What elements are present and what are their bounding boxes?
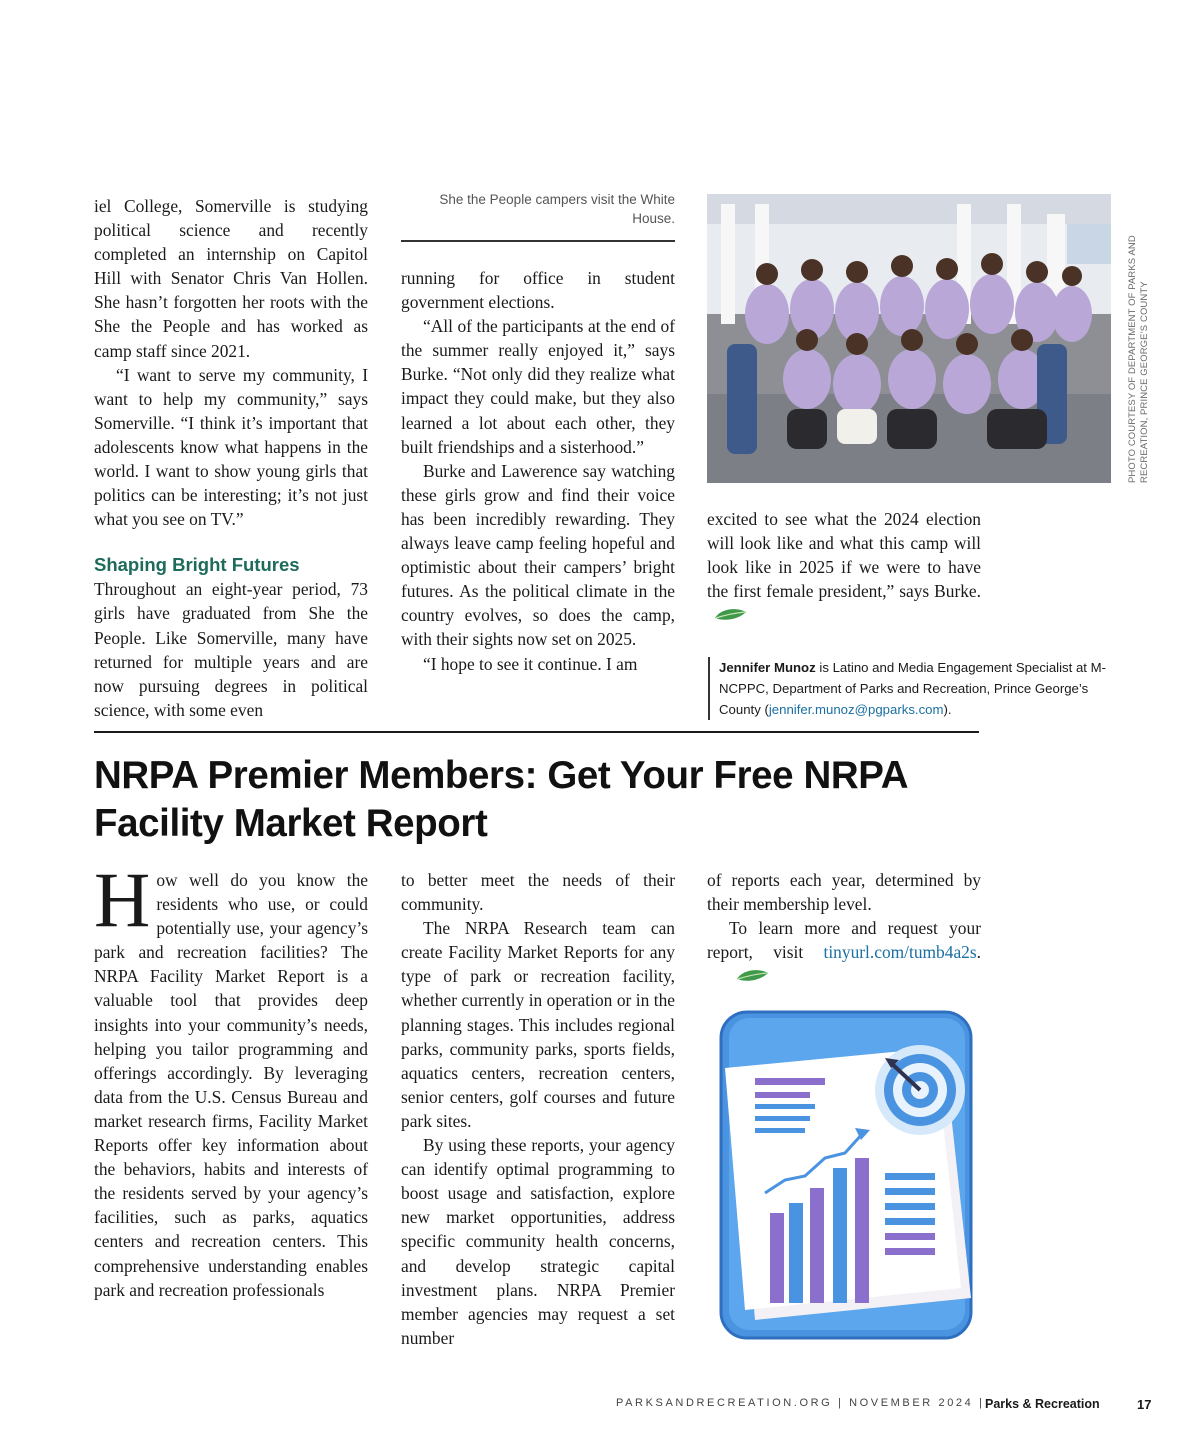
caption-divider xyxy=(401,240,675,242)
paragraph: “All of the participants at the end of the summer really enjoyed it,” says Burke. “Not only did they realize what impact they could make, but they also learned a lot about each other, they built friendships and a sisterhood.” xyxy=(401,316,675,457)
paragraph: iel College, Somerville is studying political science and recently completed an internship on Capitol Hill with Senator Chris Van Hollen. She hasn’t forgotten her roots with the She the People and has worked as camp staff since 2021. xyxy=(94,196,368,361)
paragraph-text: ow well do you know the residents who use, or could potentially use, your agency’s park and recreation facilities? The NRPA Facility Market Report is a valuable tool that provides deep insights into your community’s needs, helping you tailor programming and offerings accordingly. By leveraging data from the U.S. Census Bureau and market research firms, Facility Market Reports offer key information about the behaviors, habits and interests of the residents served by your agency’s facilities, such as parks, aquatics centers and recreation centers. This comprehensive understanding enables park and recreation professionals xyxy=(94,870,368,1300)
photo-caption: She the People campers visit the White House. xyxy=(439,192,675,226)
article2-headline: NRPA Premier Members: Get Your Free NRPA Facility Market Report xyxy=(94,754,907,845)
article2-column-3 xyxy=(707,868,981,990)
paragraph: of reports each year, determined by their membership level. xyxy=(707,870,981,915)
author-bio-text: is Latino and Media Engagement Specialist at M-NCPPC, Department of Parks and Recreation, Prince George’s County ( xyxy=(719,660,1107,717)
closing-paragraph-text: excited to see what the 2024 election will look like and what this camp will look like in 2025 if we were to have the first female president,” says Burke. xyxy=(707,509,981,602)
paragraph: By using these reports, your agency can identify optimal programming to boost usage and satisfaction, explore new market opportunities, address specific community health concerns, and develop strategic capital investment plans. NRPA Premier member agencies may request a set number xyxy=(401,1135,675,1348)
paragraph: Burke and Lawerence say watching these girls grow and find their voice has been incredibly rewarding. They always leave camp feeling hopeful and optimistic about their campers’ bright futures. As the political climate in the country evolves, so does the camp, with their sights now set on 2025. xyxy=(401,460,675,650)
photo-credit: PHOTO COURTESY OF DEPARTMENT OF PARKS AND RECREATION, PRINCE GEORGE’S COUNTY xyxy=(1127,235,1150,483)
paragraph xyxy=(94,856,368,1302)
paragraph: running for office in student government elections. xyxy=(401,268,675,313)
paragraph-text: . xyxy=(976,942,981,963)
paragraph: “I want to serve my community, I want to help my community,” says Somerville. “I think it’s important that adolescents know what happens in the world. I want to show young girls that politics can be interesting; it’s not just what you see on TV.” xyxy=(94,364,368,530)
paragraph xyxy=(707,507,981,629)
section-subhead: Shaping Bright Futures xyxy=(94,554,300,576)
paragraph: The NRPA Research team can create Facility Market Reports for any type of park or recreation facility, whether currently in operation or in the planning stages. This includes regional parks, community parks, sports fields, aquatics centers, recreation centers, senior centers, golf courses and future park sites. xyxy=(401,918,675,1131)
author-name: Jennifer Munoz xyxy=(719,660,816,675)
leaf-icon xyxy=(713,605,747,629)
section-divider xyxy=(94,731,979,733)
market-report-illustration xyxy=(715,1008,977,1343)
author-email-link[interactable]: jennifer.munoz@pgparks.com xyxy=(768,702,944,717)
leaf-icon xyxy=(713,966,769,990)
article1-column-1 xyxy=(94,194,368,722)
article2-column-2 xyxy=(401,868,675,1350)
campers-group-photo xyxy=(707,194,1111,483)
paragraph: Throughout an eight-year period, 73 girls have graduated from She the People. Like Somerville, many have returned for multiple years and are now pursuing degrees in political science, with some even xyxy=(94,579,368,720)
footer-magazine-title: Parks & Recreation xyxy=(985,1397,1100,1411)
report-request-link[interactable]: tinyurl.com/tumb4a2s xyxy=(823,942,977,963)
paragraph: to better meet the needs of their community. xyxy=(401,870,675,915)
article1-column-2 xyxy=(401,266,675,676)
paragraph-text: To learn more and request your report, visit xyxy=(707,918,981,963)
article2-column-1 xyxy=(94,856,368,1302)
author-bio xyxy=(708,657,1108,720)
author-bio-end: ). xyxy=(943,702,952,717)
page-number: 17 xyxy=(1137,1397,1152,1412)
article1-column-3 xyxy=(707,507,981,629)
paragraph: “I hope to see it continue. I am xyxy=(423,653,638,674)
drop-cap: H xyxy=(94,856,151,943)
paragraph xyxy=(707,916,981,990)
footer-site-date: PARKSANDRECREATION.ORG | NOVEMBER 2024 | xyxy=(616,1397,985,1409)
